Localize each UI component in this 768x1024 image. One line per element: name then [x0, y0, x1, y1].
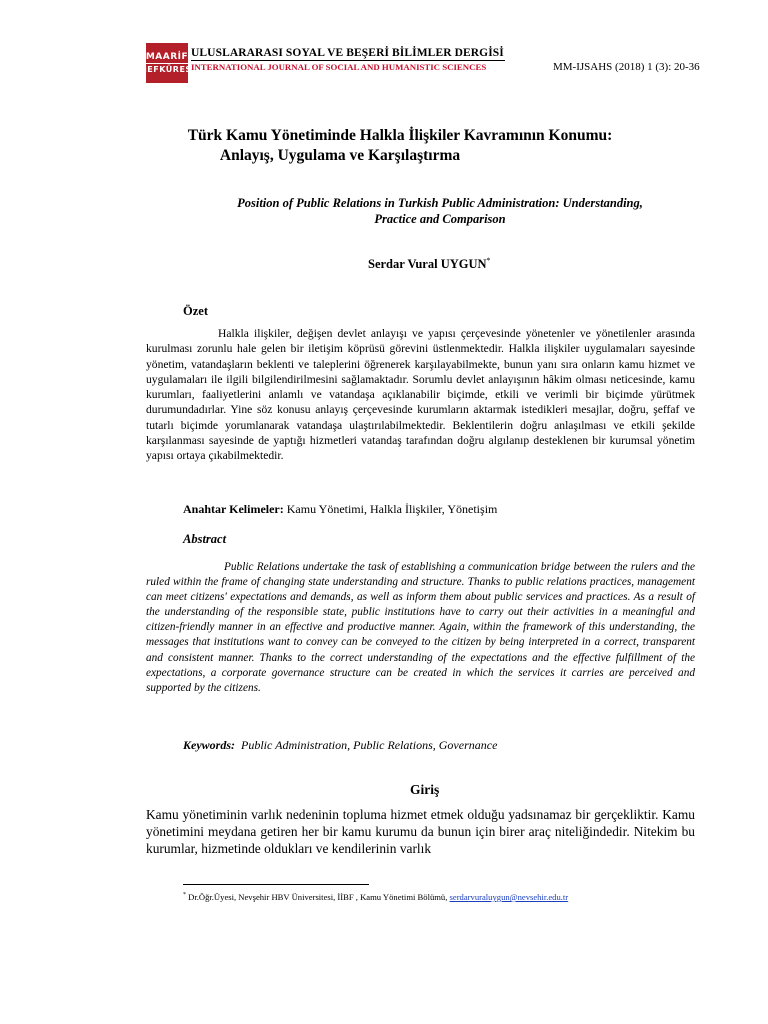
author-name-text: Serdar Vural UYGUN [368, 257, 487, 272]
paper-subtitle-line1: Position of Public Relations in Turkish Public Administration: Understanding, [237, 196, 643, 210]
abstract-keywords-label: Keywords: [183, 738, 235, 752]
abstract-keywords-text: Public Administration, Public Relations, Governance [241, 738, 498, 752]
journal-title-tr: ULUSLARARASI SOYAL VE BEŞERİ BİLİMLER DERGİSİ [191, 47, 504, 59]
footnote-text: Dr.Öğr.Üyesi, Nevşehir HBV Üniversitesi, İİBF , Kamu Yönetimi Bölümü, [188, 892, 450, 902]
abstract-keywords [183, 738, 497, 753]
footnote-marker: * [183, 892, 186, 899]
ozet-keywords-text: Kamu Yönetimi, Halkla İlişkiler, Yönetişim [286, 502, 498, 516]
ozet-text: Halkla ilişkiler, değişen devlet anlayışı ve yapısı çerçevesinde yönetenler ve yönetilenler arasında kurulması zorunlu hale gelen bir iletişim köprüsü görevini üstlenmektedir. Halkla ilişkiler uygulamaları sayesinde yönetim, vatandaşların beklenti ve taleplerini öğrenerek karşılayabilmekte, bunun yanı sıra onların kamu hizmet ve uygulamaları ile ilgili bilgilendirilmesini sağlamaktadır. Sorumlu devlet anlayışının hâkim olması neticesinde, kamu kurumları, faaliyetlerini anlamlı ve vatandaşa açıklanabilir biçimde, etkili ve verimli bir biçimde yürütmek durumundadırlar. Yine söz konusu anlayış çerçevesinde kurumların aktarmak istedikleri mesajlar, doğru, şeffaf ve tutarlı biçimde yorumlanarak vatandaşa ulaştırılabilmektedir. Beklentilerin doğru anlaşılması ve etkili şekilde karşılanması sayesinde de yaptığı hizmetleri vatandaş tarafından doğru algılanıp desteklenen bir kurumsal yönetim yapısı ortaya çıkabilmektedir. [146, 327, 695, 463]
author-footnote-marker: * [486, 256, 491, 265]
paper-subtitle-line2: Practice and Comparison [374, 212, 506, 226]
author-name [368, 256, 491, 272]
ozet-keywords-label: Anahtar Kelimeler: [183, 502, 284, 516]
journal-logo [138, 43, 196, 83]
abstract-heading: Abstract [183, 532, 227, 546]
journal-title-en: INTERNATIONAL JOURNAL OF SOCIAL AND HUMANISTIC SCIENCES [191, 62, 487, 72]
ozet-keywords [183, 502, 497, 517]
ozet-heading: Özet [183, 304, 208, 318]
abstract-text: Public Relations undertake the task of establishing a communication bridge between the rulers and the ruled within the frame of changing state understanding and structure. Thanks to public relations practices, management can meet citizens' expectations and demands, as well as inform them about public services and practices. As a result of the understanding of the responsible state, public institutions have to carry out their activities in a meaningful and citizen-friendly manner in an effective and productive manner. Again, within the framework of this understanding, the messages that institutions want to convey can be conveyed to the citizen by being interpreted in a correct, transparent and consistent manner. Thanks to the correct understanding of the expectations and the effective fulfillment of the expectations, a corporate governance structure can be created in which the services it carries are perceived and supported by the citizens. [146, 561, 695, 694]
footnote-rule [183, 884, 369, 885]
giris-heading: Giriş [410, 782, 440, 797]
paper-title-line2: Anlayış, Uygulama ve Karşılaştırma [219, 147, 461, 164]
citation: MM-IJSAHS (2018) 1 (3): 20-36 [553, 61, 700, 73]
giris-text: Kamu yönetiminin varlık nedeninin topluma hizmet etmek olduğu yadsınamaz bir gerçekliktir. Kamu yönetimini meydana getiren her bir kamu kurumu da bunun için birer araç niteliğindedir. Nitekim bu kurumlar, hizmetinde oldukları ve kendilerinin varlık [146, 807, 695, 856]
logo-line2: MEFKÜRESİ [138, 64, 196, 74]
author-email-link[interactable]: serdarvuraluygun@nevsehir.edu.tr [449, 892, 569, 902]
ozet-paragraph [146, 326, 695, 464]
logo-line1: MAARİF [145, 51, 189, 62]
header-rule [191, 60, 505, 61]
footnote [183, 892, 568, 902]
giris-paragraph [146, 806, 695, 857]
abstract-paragraph [146, 560, 695, 696]
paper-title-line1: Türk Kamu Yönetiminde Halkla İlişkiler Kavramının Konumu: [187, 127, 613, 144]
